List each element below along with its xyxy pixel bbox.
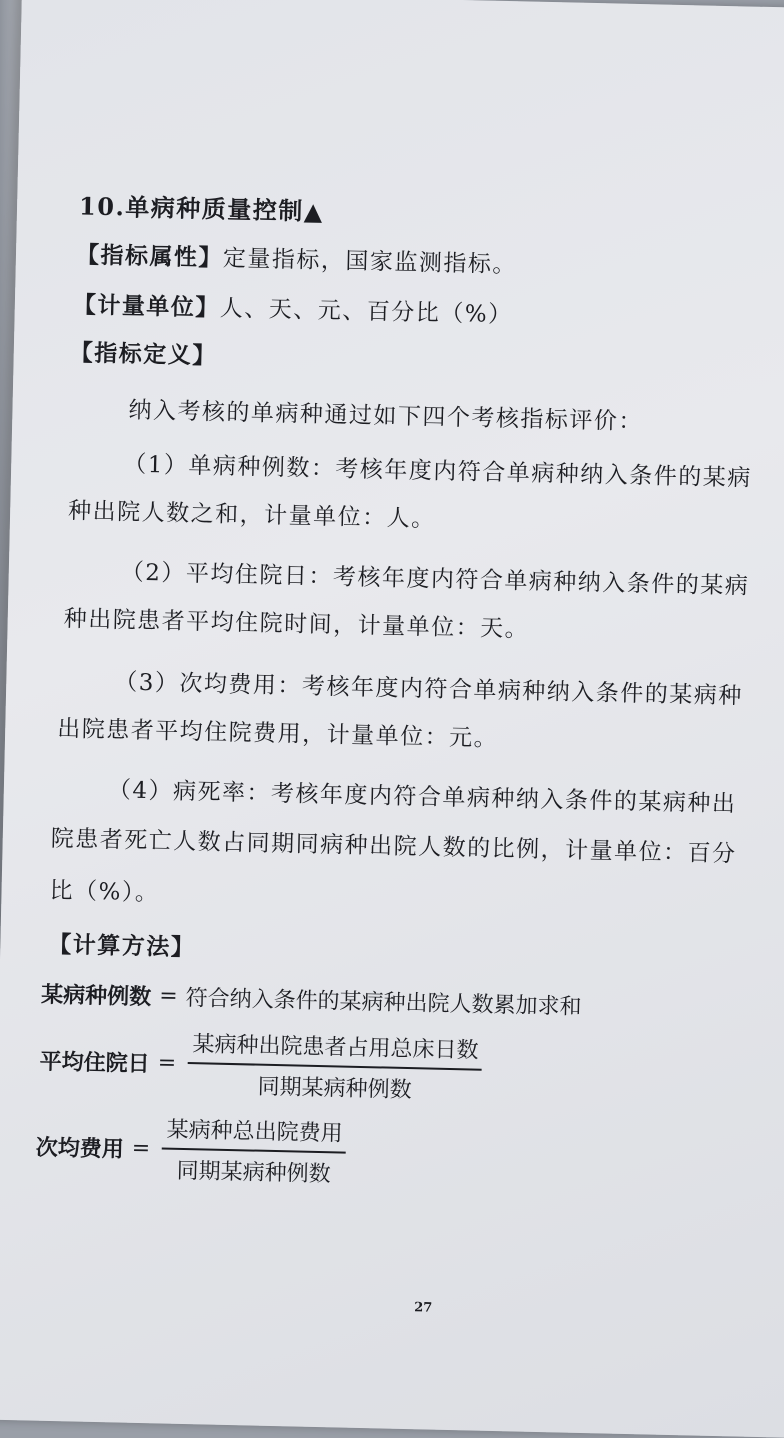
section-title-text: 10.单病种质量控制	[78, 191, 305, 226]
definition-item-2-line1: （2）平均住院日：考核年度内符合单病种纳入条件的某病	[120, 559, 750, 600]
unit-row	[73, 286, 513, 329]
section-title	[79, 186, 324, 227]
definition-item-4-line3: 比（%）。	[49, 877, 160, 907]
definition-item-2-line2: 种出院患者平均住院时间，计量单位：天。	[63, 606, 530, 643]
definition-label: 【指标定义】	[69, 339, 218, 370]
formula-2-numerator: 某病种出院患者占用总床日数	[188, 1027, 483, 1071]
definition-item-4-line2: 院患者死亡人数占同期同病种出院人数的比例，计量单位：百分	[50, 825, 737, 868]
definition-item-1-line2: 种出院人数之和，计量单位：人。	[67, 498, 436, 533]
unit-label: 【计量单位】	[72, 291, 221, 322]
formula-case-count	[41, 978, 582, 1021]
formula-3-denominator: 同期某病种例数	[176, 1158, 331, 1188]
formula-2-fraction	[187, 1027, 483, 1106]
formula-1-rhs: 符合纳入条件的某病种出院人数累加求和	[185, 985, 582, 1020]
calculation-label: 【计算方法】	[48, 930, 196, 962]
formula-3-lhs: 次均费用	[35, 1134, 125, 1163]
formula-avg-cost	[35, 1110, 347, 1189]
formula-2-denominator: 同期某病种例数	[257, 1074, 412, 1104]
definition-item-3-line2: 出院患者平均住院费用，计量单位：元。	[56, 715, 499, 752]
formula-2-equals: =	[157, 1049, 177, 1076]
formula-3-numerator: 某病种总出院费用	[162, 1112, 347, 1153]
formula-3-equals: =	[131, 1135, 151, 1161]
page-content	[35, 186, 770, 1316]
definition-item-3-line1: （3）次均费用：考核年度内符合单病种纳入条件的某病种	[114, 669, 744, 710]
formula-1-lhs: 某病种例数	[40, 981, 152, 1011]
attribute-label: 【指标属性】	[75, 241, 224, 272]
attribute-value: 定量指标，国家监测指标。	[222, 245, 518, 279]
formula-3-fraction	[161, 1112, 347, 1188]
unit-value: 人、天、元、百分比（%）	[219, 295, 513, 329]
definition-item-4-line1: （4）病死率：考核年度内符合单病种纳入条件的某病种出	[107, 777, 737, 818]
page-number: 27	[414, 1300, 433, 1316]
definition-item-1-line1: （1）单病种例数：考核年度内符合单病种纳入条件的某病	[122, 451, 753, 492]
definition-intro: 纳入考核的单病种通过如下四个考核指标评价：	[128, 397, 644, 436]
triangle-marker-icon: ▲	[303, 196, 325, 226]
attribute-row	[76, 236, 518, 279]
formula-avg-stay	[39, 1024, 483, 1106]
formula-2-lhs: 平均住院日	[39, 1048, 150, 1077]
formula-1-equals: =	[158, 983, 178, 1009]
